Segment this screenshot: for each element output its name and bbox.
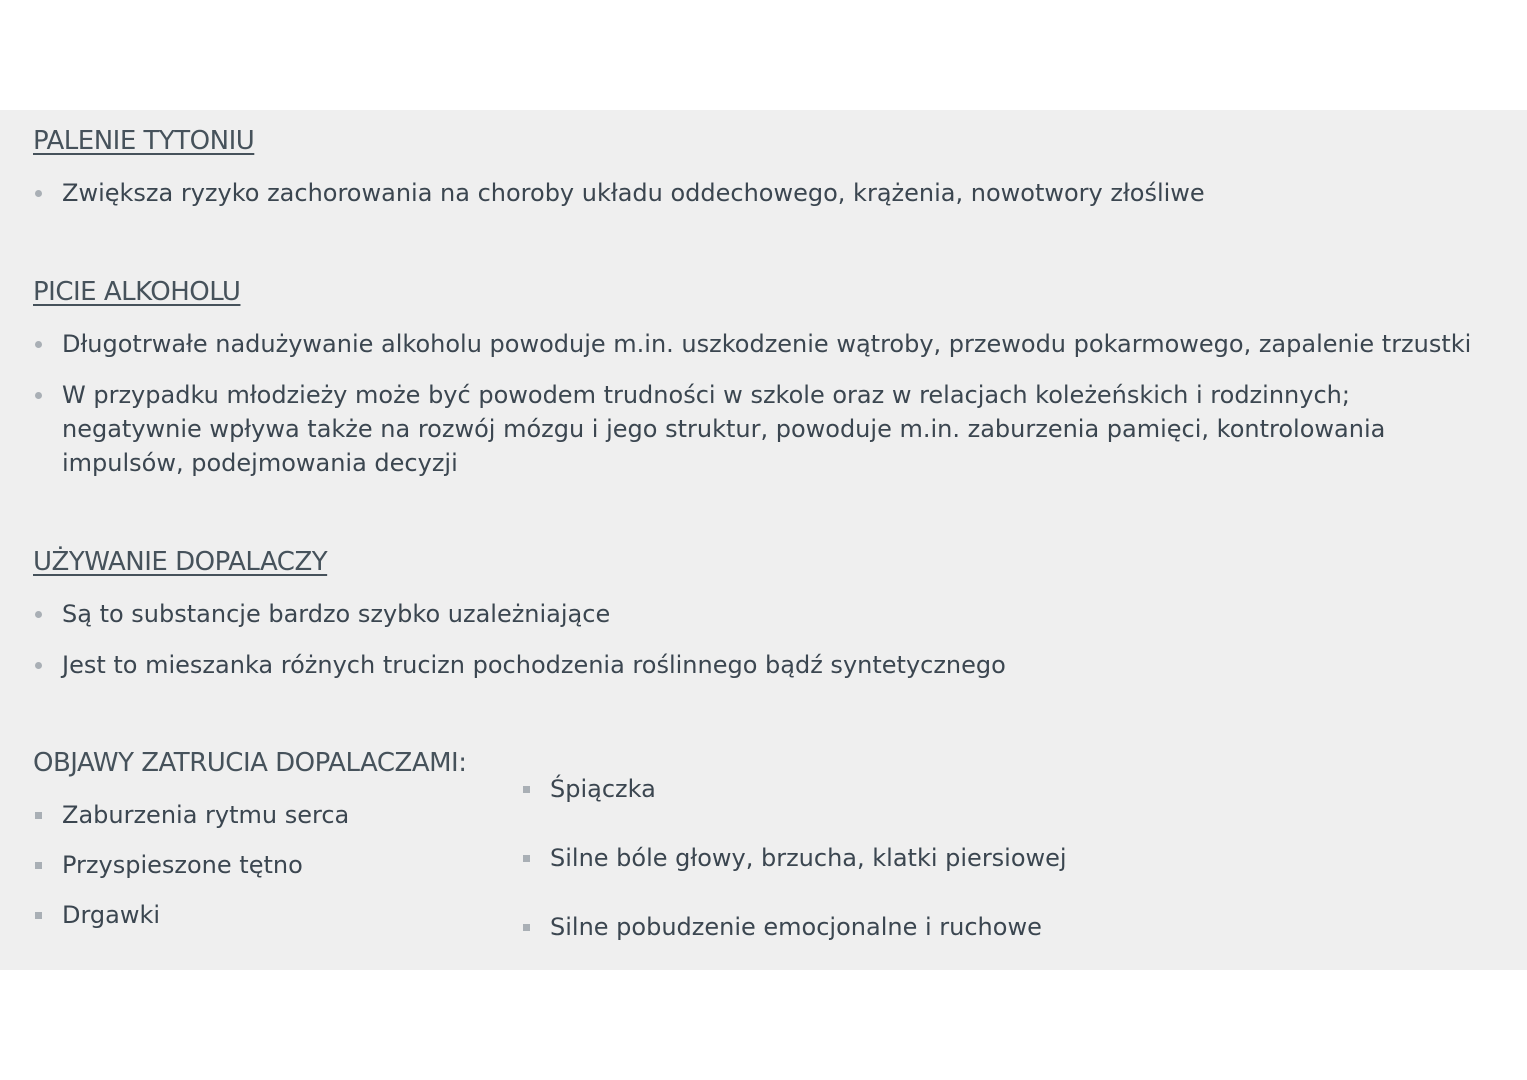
bullet-square-icon xyxy=(35,912,42,919)
list-item xyxy=(62,327,1487,361)
item-text: Są to substancje bardzo szybko uzależniające xyxy=(62,600,611,628)
item-text: Długotrwałe nadużywanie alkoholu powoduje m.in. uszkodzenie wątroby, przewodu pokarmowego, zapalenie trzustki xyxy=(62,330,1472,358)
slide xyxy=(0,110,1527,970)
item-text: Jest to mieszanka różnych trucizn pochodzenia roślinnego bądź syntetycznego xyxy=(62,651,1006,679)
list-item xyxy=(62,378,1487,480)
bullet-square-icon xyxy=(523,786,530,793)
symptom-item xyxy=(550,772,656,806)
symptom-text: Śpiączka xyxy=(550,775,656,803)
heading-objawy-zatrucia: OBJAWY ZATRUCIA DOPALACZAMI: xyxy=(33,748,467,778)
symptom-text: Zaburzenia rytmu serca xyxy=(62,801,350,829)
symptom-item xyxy=(62,798,349,832)
bullet-dot-icon xyxy=(35,341,42,348)
heading-uzywanie-dopalaczy: UŻYWANIE DOPALACZY xyxy=(33,547,328,577)
symptom-text: Przyspieszone tętno xyxy=(62,851,303,879)
bullet-dot-icon xyxy=(35,662,42,669)
symptom-item xyxy=(550,841,1067,875)
list-item xyxy=(62,648,1487,682)
symptom-item xyxy=(550,910,1042,944)
bullet-square-icon xyxy=(35,812,42,819)
heading-palenie-tytoniu: PALENIE TYTONIU xyxy=(33,126,255,156)
item-text: Zwiększa ryzyko zachorowania na choroby układu oddechowego, krążenia, nowotwory złośliwe xyxy=(62,179,1205,207)
bullet-square-icon xyxy=(523,855,530,862)
bullet-square-icon xyxy=(523,924,530,931)
bullet-dot-icon xyxy=(35,190,42,197)
list-item xyxy=(62,597,1487,631)
symptom-text: Drgawki xyxy=(62,901,161,929)
heading-picie-alkoholu: PICIE ALKOHOLU xyxy=(33,277,241,307)
bullet-dot-icon xyxy=(35,392,42,399)
bullet-dot-icon xyxy=(35,611,42,618)
symptom-text: Silne bóle głowy, brzucha, klatki piersiowej xyxy=(550,844,1067,872)
list-item xyxy=(62,176,1487,210)
item-text: W przypadku młodzieży może być powodem trudności w szkole oraz w relacjach koleżeńskich i rodzinnych; negatywnie wpływa także na rozwój mózgu i jego struktur, powoduje m.in. zaburzenia pamięci, kontrolowania impulsów, podejmowania decyzji xyxy=(62,381,1386,477)
bullet-square-icon xyxy=(35,862,42,869)
symptom-item xyxy=(62,848,303,882)
symptom-text: Silne pobudzenie emocjonalne i ruchowe xyxy=(550,913,1042,941)
symptom-item xyxy=(62,898,160,932)
